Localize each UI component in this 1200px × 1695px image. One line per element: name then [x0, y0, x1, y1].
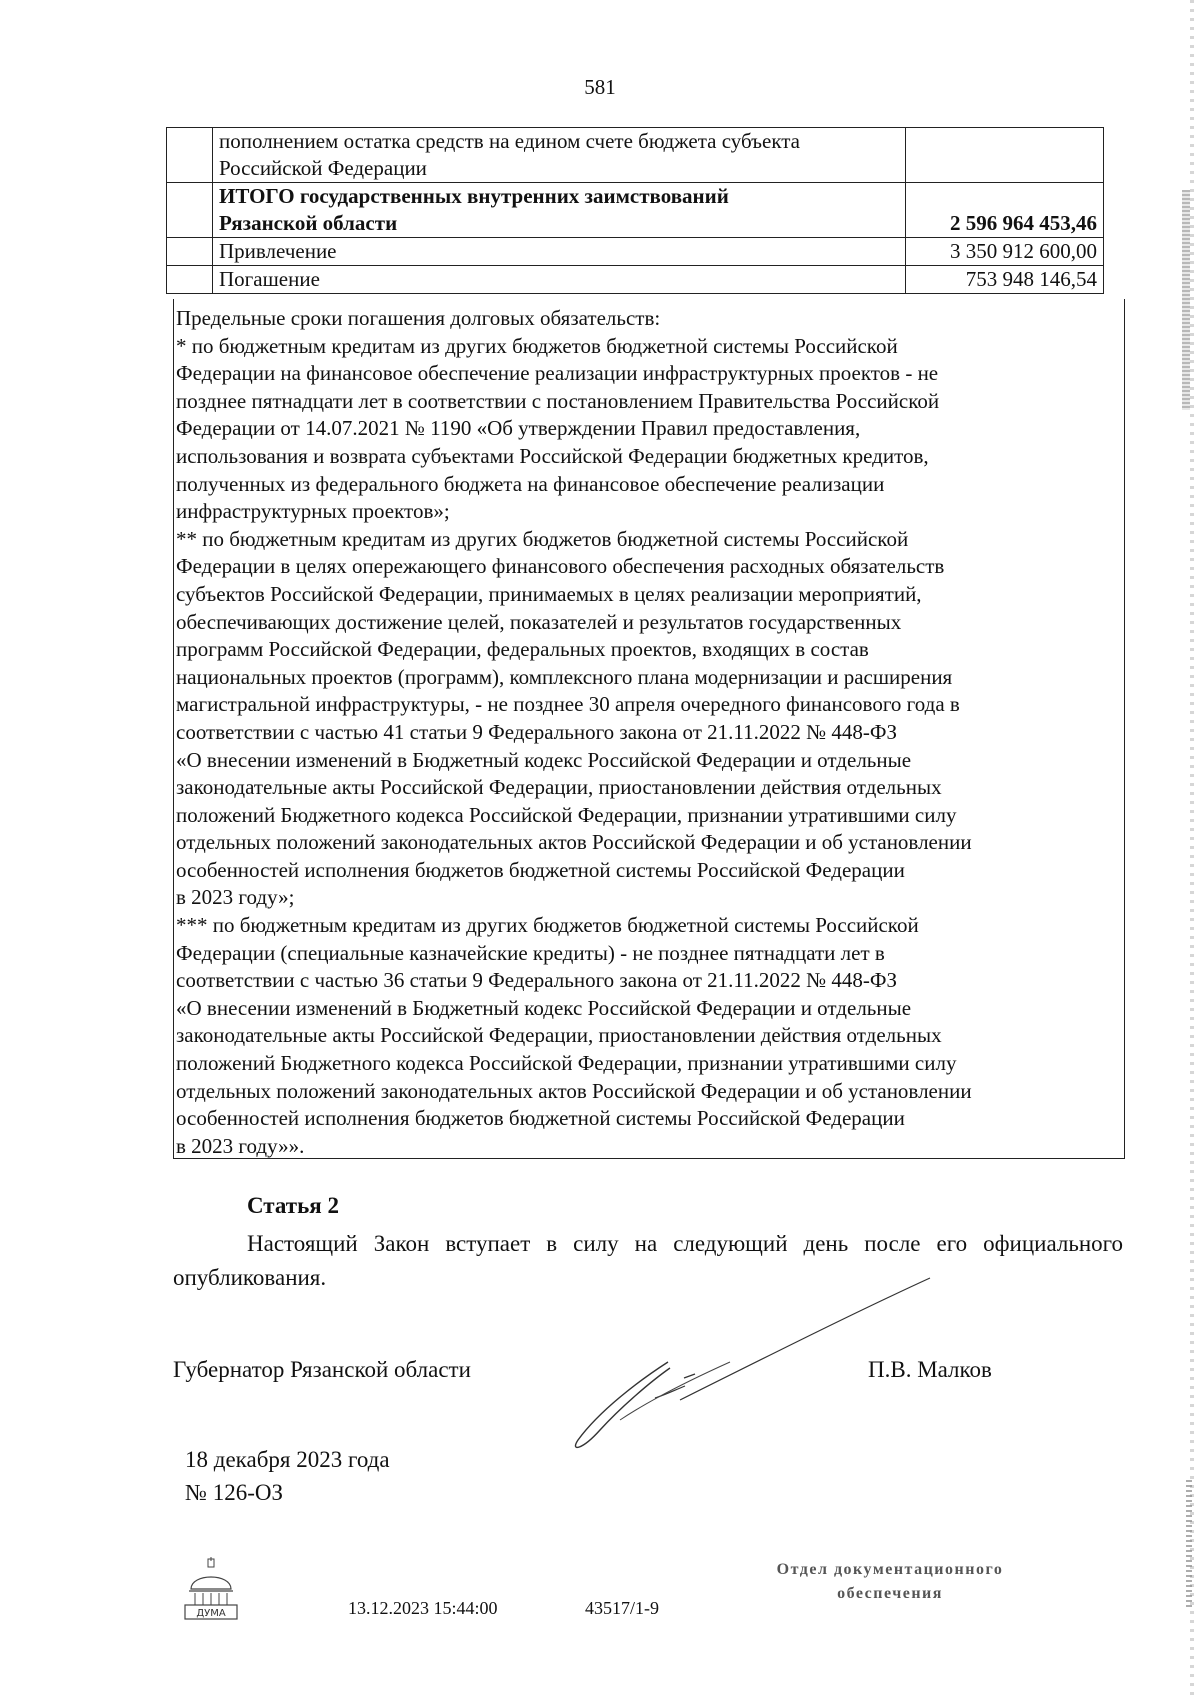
- table-row-label: Погашение: [213, 266, 906, 294]
- table-row: [167, 238, 1104, 266]
- table-row-amount: 753 948 146,54: [906, 266, 1104, 294]
- table-row-label: Привлечение: [213, 238, 906, 266]
- footer-timestamp: 13.12.2023 15:44:00: [348, 1598, 498, 1618]
- repayment-terms-notes: [173, 299, 1125, 1159]
- law-number: № 126-ОЗ: [185, 1480, 283, 1505]
- signatory-name: П.В. Малков: [868, 1357, 992, 1382]
- handwritten-signature: [560, 1270, 940, 1460]
- article-text: Настоящий Закон вступает в силу на следующий день после его официального опубликования.: [173, 1231, 1123, 1290]
- stamp-line: Отдел документационного: [776, 1561, 1004, 1578]
- table-row-total: [167, 183, 1104, 238]
- table-row-amount: 2 596 964 453,46: [906, 183, 1104, 238]
- department-stamp: [730, 1558, 1050, 1606]
- note-item: * по бюджетным кредитам из других бюджетов бюджетной системы Российской Федерации на финансовое обеспечение реализации инфраструктурных проектов - не позднее пятнадцати лет в соответствии с постановлением Правительства Российской Федерации от 14.07.2021 № 1190 «Об утверждении Правил предоставления, использования и возврата субъектами Российской Федерации бюджетных кредитов, полученных из федерального бюджета на финансовое обеспечение реализации инфраструктурных проектов»;: [176, 333, 940, 524]
- table-row: [167, 266, 1104, 294]
- table-row-amount: 3 350 912 600,00: [906, 238, 1104, 266]
- page-number: 581: [584, 75, 616, 99]
- borrowings-table: [166, 127, 1104, 294]
- duma-logo-text: ДУМА: [196, 1608, 226, 1619]
- scan-edge-artifact: [1190, 0, 1194, 1695]
- duma-logo-icon: [181, 1557, 241, 1623]
- law-date: 18 декабря 2023 года: [185, 1447, 390, 1472]
- table-row-label: ИТОГО государственных внутренних заимствований Рязанской области: [213, 183, 906, 238]
- scan-edge-artifact: [1182, 190, 1190, 410]
- table-row: [167, 128, 1104, 183]
- scan-edge-artifact: [1186, 1480, 1192, 1610]
- note-item: ** по бюджетным кредитам из других бюджетов бюджетной системы Российской Федерации в целях опережающего финансового обеспечения расходных обязательств субъектов Российской Федерации, принимаемых в целях реализации мероприятий, обеспечивающих достижение целей, показателей и результатов государственных программ Российской Федерации, федеральных проектов, входящих в состав национальных проектов (программ), комплексного плана модернизации и расширения магистральной инфраструктуры, - не позднее 30 апреля очередного финансового года в соответствии с частью 41 статьи 9 Федерального закона от 21.11.2022 № 448-ФЗ «О внесении изменений в Бюджетный кодекс Российской Федерации и отдельные законодательные акты Российской Федерации, приостановлении действия отдельных положений Бюджетного кодекса Российской Федерации, признании утратившими силу отдельных положений законодательных актов Российской Федерации и об установлении особенностей исполнения бюджетов бюджетной системы Российской Федерации в 2023 году»;: [176, 526, 972, 910]
- stamp-line: обеспечения: [837, 1585, 943, 1602]
- notes-heading: Предельные сроки погашения долговых обязательств:: [176, 306, 661, 330]
- article-title: Статья 2: [247, 1193, 339, 1218]
- table-row-amount: [906, 128, 1104, 183]
- note-item: *** по бюджетным кредитам из других бюджетов бюджетной системы Российской Федерации (специальные казначейские кредиты) - не позднее пятнадцати лет в соответствии с частью 36 статьи 9 Федерального закона от 21.11.2022 № 448-ФЗ «О внесении изменений в Бюджетный кодекс Российской Федерации и отдельные законодательные акты Российской Федерации, приостановлении действия отдельных положений Бюджетного кодекса Российской Федерации, признании утратившими силу отдельных положений законодательных актов Российской Федерации и об установлении особенностей исполнения бюджетов бюджетной системы Российской Федерации в 2023 году»».: [176, 913, 972, 1158]
- footer-code: 43517/1-9: [585, 1598, 659, 1618]
- law-date-block: [185, 1443, 390, 1509]
- table-row-label: пополнением остатка средств на едином счете бюджета субъекта Российской Федерации: [213, 128, 906, 183]
- signatory-position: Губернатор Рязанской области: [173, 1357, 471, 1382]
